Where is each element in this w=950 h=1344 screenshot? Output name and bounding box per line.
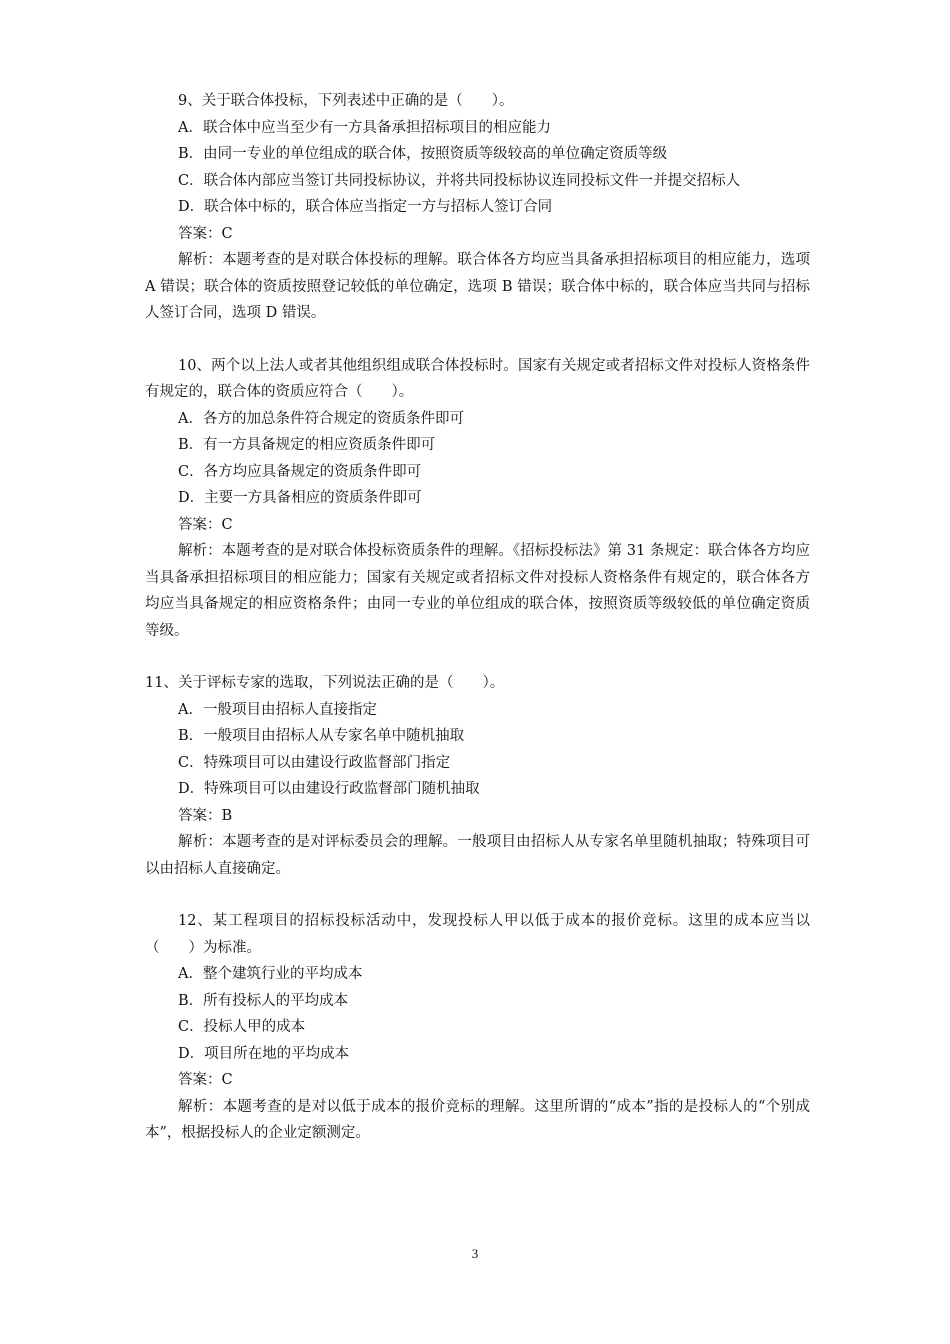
question-11	[145, 670, 810, 882]
option-a: A．各方的加总条件符合规定的资质条件即可	[178, 410, 464, 427]
question-9	[145, 88, 810, 327]
spacer	[145, 882, 810, 908]
option-d: D．项目所在地的平均成本	[178, 1045, 350, 1062]
question-stem: 9、关于联合体投标，下列表述中正确的是（ ）。	[178, 93, 514, 109]
option-b: B．由同一专业的单位组成的联合体，按照资质等级较高的单位确定资质等级	[178, 146, 668, 162]
answer: 答案：C	[178, 225, 233, 242]
analysis: 解析：本题考查的是对联合体投标资质条件的理解。《招标投标法》第 31 条规定：联合体各方均应当具备承担招标项目的相应能力；国家有关规定或者招标文件对投标人资格条件有规定的，联合体各方均应当具备规定的相应资格条件；由同一专业的单位组成的联合体，按照资质等级较低的单位确定资质等级。	[145, 543, 810, 639]
question-12	[145, 908, 810, 1147]
option-a: A．整个建筑行业的平均成本	[178, 966, 363, 982]
answer: 答案：C	[178, 1072, 233, 1088]
analysis: 解析：本题考查的是对以低于成本的报价竞标的理解。这里所谓的“成本”指的是投标人的“个别成本”，根据投标人的企业定额测定。	[145, 1098, 810, 1141]
option-d: D．主要一方具备相应的资质条件即可	[178, 490, 422, 506]
option-a: A．一般项目由招标人直接指定	[178, 701, 377, 718]
option-b: B．所有投标人的平均成本	[178, 992, 349, 1009]
question-10	[145, 353, 810, 645]
option-c: C．联合体内部应当签订共同投标协议，并将共同投标协议连同投标文件一并提交招标人	[178, 172, 741, 189]
answer: 答案：C	[178, 516, 233, 533]
option-d: D．联合体中标的，联合体应当指定一方与招标人签订合同	[178, 199, 553, 215]
page-number: 3	[471, 1246, 479, 1261]
option-a: A．联合体中应当至少有一方具备承担招标项目的相应能力	[178, 119, 551, 136]
option-c: C．投标人甲的成本	[178, 1019, 306, 1035]
option-c: C．各方均应具备规定的资质条件即可	[178, 463, 422, 480]
option-d: D．特殊项目可以由建设行政监督部门随机抽取	[178, 781, 480, 797]
spacer	[145, 644, 810, 670]
analysis: 解析：本题考查的是对联合体投标的理解。联合体各方均应当具备承担招标项目的相应能力，选项 A 错误；联合体的资质按照登记较低的单位确定，选项 B 错误；联合体中标的，联合体应当共同与招标人签订合同，选项 D 错误。	[145, 252, 810, 321]
question-stem: 10、两个以上法人或者其他组织组成联合体投标时。国家有关规定或者招标文件对投标人资格条件有规定的，联合体的资质应符合（ ）。	[145, 357, 810, 400]
option-c: C．特殊项目可以由建设行政监督部门指定	[178, 754, 451, 771]
spacer	[145, 327, 810, 353]
option-b: B．有一方具备规定的相应资质条件即可	[178, 437, 436, 453]
question-stem: 12、某工程项目的招标投标活动中，发现投标人甲以低于成本的报价竞标。这里的成本应当以（ ）为标准。	[145, 913, 810, 956]
option-b: B．一般项目由招标人从专家名单中随机抽取	[178, 728, 465, 744]
question-stem: 11、关于评标专家的选取，下列说法正确的是（ ）。	[145, 675, 505, 691]
answer: 答案：B	[178, 807, 233, 824]
document-page	[145, 88, 810, 1147]
analysis: 解析：本题考查的是对评标委员会的理解。一般项目由招标人从专家名单里随机抽取；特殊项目可以由招标人直接确定。	[145, 834, 810, 877]
